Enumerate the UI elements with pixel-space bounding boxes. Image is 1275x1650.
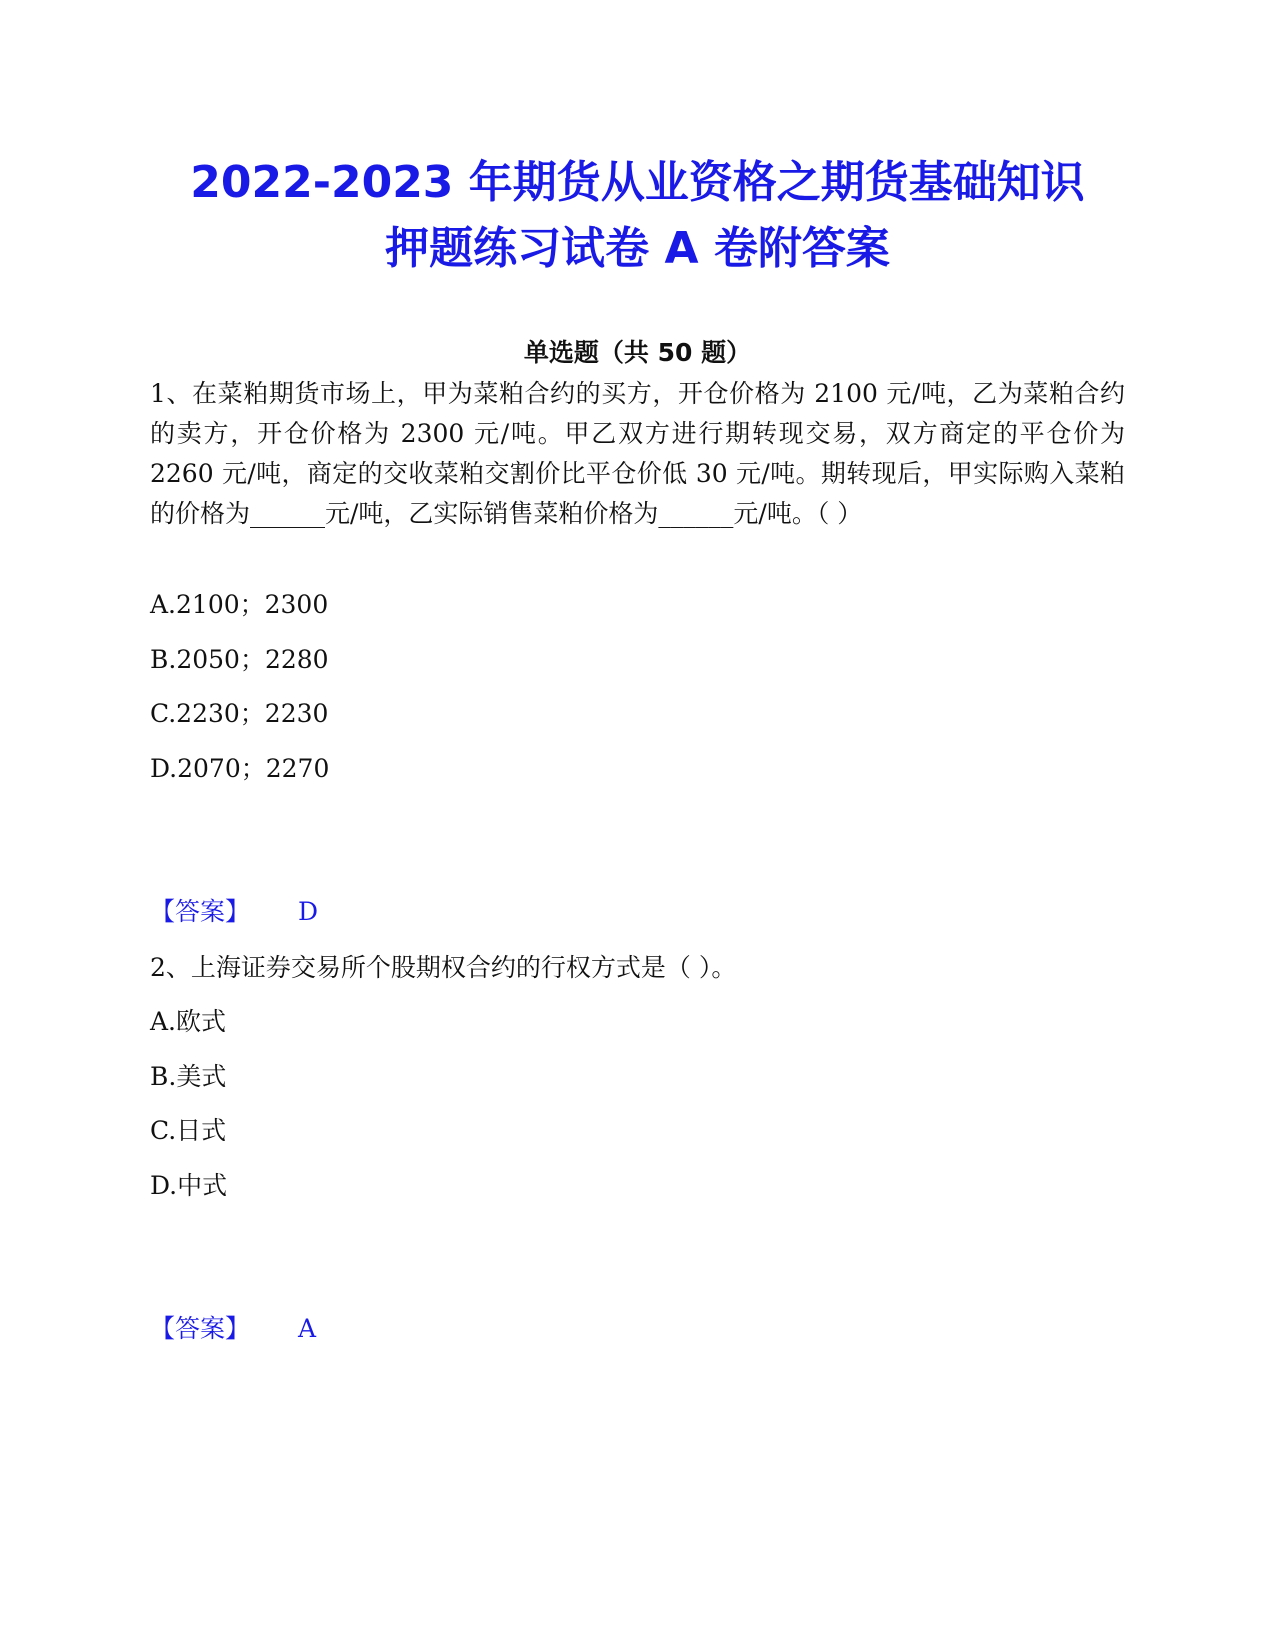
question-2-option-a: A.欧式: [150, 1007, 227, 1036]
question-1-option-b: B.2050；2280: [150, 645, 329, 674]
question-2-answer: [150, 1312, 316, 1346]
question-1-text: 1、在菜粕期货市场上，甲为菜粕合约的买方，开仓价格为 2100 元/吨，乙为菜粕合约的卖方，开仓价格为 2300 元/吨。甲乙双方进行期转现交易，双方商定的平仓价为 2260 元/吨，商定的交收菜粕交割价比平仓价低 30 元/吨。期转现后，甲实际购入菜粕的价格为______元/吨，乙实际销售菜粕价格为______元/吨。（ ）: [150, 379, 1125, 528]
question-2-option-b: B.美式: [150, 1062, 227, 1091]
answer-label: 【答案】: [150, 1314, 251, 1343]
question-2-option-c: C.日式: [150, 1116, 227, 1145]
answer-value: D: [298, 897, 319, 926]
question-1-option-d: D.2070；2270: [150, 754, 330, 783]
section-heading: 单选题（共 50 题）: [523, 338, 752, 367]
title-line-2: 押题练习试卷 A 卷附答案: [385, 223, 890, 274]
question-2-text: 2、上海证券交易所个股期权合约的行权方式是（ ）。: [150, 953, 737, 982]
question-1-option-a: A.2100；2300: [150, 590, 329, 619]
answer-label: 【答案】: [150, 897, 251, 926]
question-1-option-c: C.2230；2230: [150, 699, 329, 728]
title-line-1: 2022-2023 年期货从业资格之期货基础知识: [190, 157, 1085, 208]
answer-value: A: [298, 1314, 317, 1343]
question-1-answer: [150, 895, 318, 929]
document-title: [130, 150, 1145, 282]
question-2-option-d: D.中式: [150, 1171, 228, 1200]
